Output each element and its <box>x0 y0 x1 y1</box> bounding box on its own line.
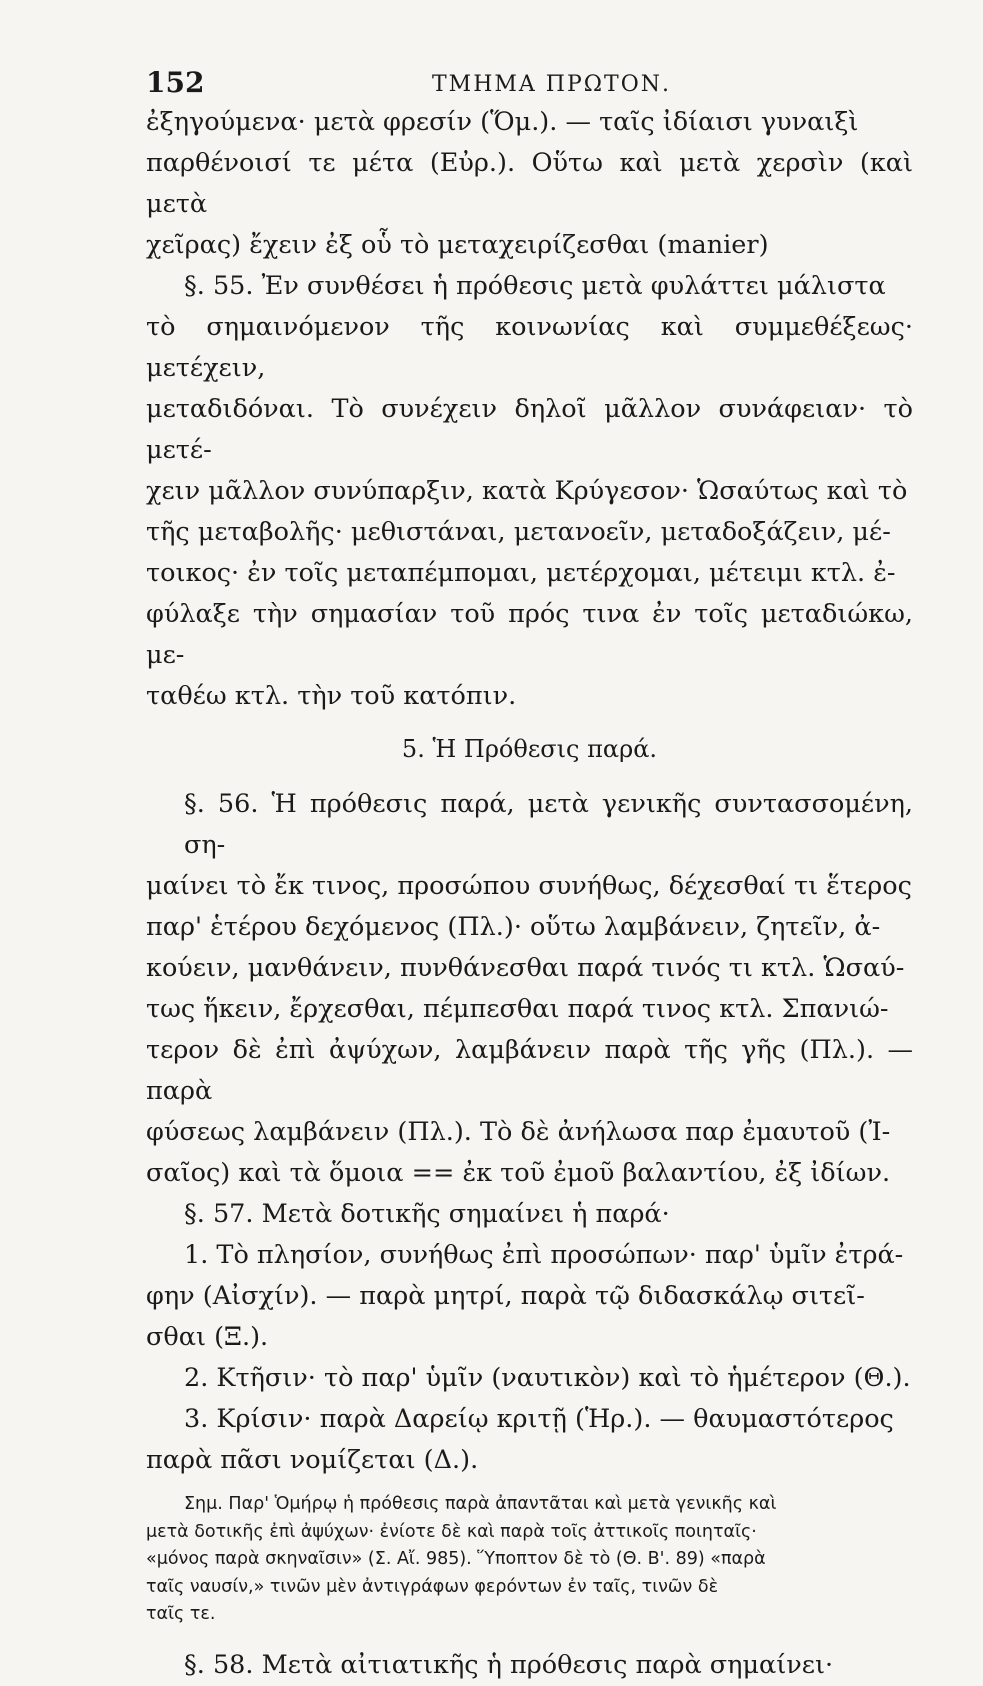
paragraph-item-1 <box>146 1235 913 1358</box>
text-line: φην (Αἰσχίν). — παρὰ μητρί, παρὰ τῷ διδασκάλῳ σιτεῖ- <box>146 1281 865 1311</box>
paragraph-section-56 <box>146 784 913 1194</box>
paragraph-section-58 <box>146 1645 913 1686</box>
text-line: κούειν, μανθάνειν, πυνθάνεσθαι παρά τινός τι κτλ. Ὡσαύ- <box>146 953 905 983</box>
text-line: τερον δὲ ἐπὶ ἀψύχων, λαμβάνειν παρὰ τῆς γῆς (Πλ.). — παρὰ <box>146 1035 913 1106</box>
text-line: ἐξηγούμενα· μετὰ φρεσίν (Ὅμ.). — ταῖς ἰδίαισι γυναιξὶ <box>146 107 859 137</box>
text-line: τὸ σημαινόμενον τῆς κοινωνίας καὶ συμμεθέξεως· μετέχειν, <box>146 312 913 383</box>
text-line: ταθέω κτλ. τὴν τοῦ κατόπιν. <box>146 681 517 711</box>
text-line: φύλαξε τὴν σημασίαν τοῦ πρός τινα ἐν τοῖς μεταδιώκω, με- <box>146 599 913 670</box>
text-line: §. 56. Ἡ πρόθεσις παρά, μετὰ γενικῆς συντασσομένη, ση- <box>184 789 913 860</box>
text-line: μεταδιδόναι. Τὸ συνέχειν δηλοῖ μᾶλλον συνάφειαν· τὸ μετέ- <box>146 394 913 465</box>
note-line: μετὰ δοτικῆς ἐπὶ ἀψύχων· ἐνίοτε δὲ καὶ παρὰ τοῖς ἀττικοῖς ποιηταῖς· <box>146 1521 757 1542</box>
text-line: 2. Κτῆσιν· τὸ παρ' ὑμῖν (ναυτικὸν) καὶ τὸ ἡμέτερον (Θ.). <box>184 1363 911 1393</box>
note-line: «μόνος παρὰ σκηναῖσιν» (Σ. Αἴ. 985). Ὕποπτον δὲ τὸ (Θ. Β'. 89) «παρὰ <box>146 1549 766 1569</box>
paragraph-intro <box>146 102 913 266</box>
text-line: 3. Κρίσιν· παρὰ Δαρείῳ κριτῇ (Ἡρ.). — θαυμαστότερος <box>184 1404 894 1434</box>
text-line: σαῖος) καὶ τὰ ὅμοια == ἐκ τοῦ ἐμοῦ βαλαντίου, ἐξ ἰδίων. <box>146 1158 891 1188</box>
footnote <box>146 1491 913 1629</box>
note-line: ταῖς ναυσίν,» τινῶν μὲν ἀντιγράφων φερόντων ἐν ταῖς, τινῶν δὲ <box>146 1576 719 1597</box>
text-line: παρ' ἑτέρου δεχόμενος (Πλ.)· οὕτω λαμβάνειν, ζητεῖν, ἀ- <box>146 912 881 942</box>
paragraph-section-55 <box>146 266 913 717</box>
text-line: παρὰ πᾶσι νομίζεται (Δ.). <box>146 1445 479 1475</box>
text-line: 1. Τὸ πλησίον, συνήθως ἐπὶ προσώπων· παρ' ὑμῖν ἐτρά- <box>184 1240 904 1270</box>
text-line: φύσεως λαμβάνειν (Πλ.). Τὸ δὲ ἀνήλωσα παρ ἐμαυτοῦ (Ἰ- <box>146 1117 891 1147</box>
running-head: ΤΜΗΜΑ ΠΡΩΤΟΝ. <box>432 72 671 97</box>
paragraph-section-57 <box>146 1194 913 1235</box>
section-title: 5. Ἡ Πρόθεσις παρά. <box>401 735 658 763</box>
page-number: 152 <box>146 66 205 99</box>
text-line: §. 57. Μετὰ δοτικῆς σημαίνει ἡ παρά· <box>184 1199 670 1229</box>
text-line: §. 58. Μετὰ αἰτιατικῆς ἡ πρόθεσις παρὰ σημαίνει· <box>184 1649 834 1680</box>
text-line: σθαι (Ξ.). <box>146 1322 269 1352</box>
text-line: τῆς μεταβολῆς· μεθιστάναι, μετανοεῖν, μεταδοξάζειν, μέ- <box>146 517 891 547</box>
text-line: παρθένοισί τε μέτα (Εὐρ.). Οὕτω καὶ μετὰ χερσὶν (καὶ μετὰ <box>146 148 913 219</box>
text-line: χειν μᾶλλον συνύπαρξιν, κατὰ Κρύγεσον· Ὡσαύτως καὶ τὸ <box>146 476 908 506</box>
page-header <box>146 62 913 102</box>
text-line: τοικος· ἐν τοῖς μεταπέμπομαι, μετέρχομαι, μέτειμι κτλ. ἐ- <box>146 558 896 588</box>
paragraph-items-2-3 <box>146 1358 913 1481</box>
text-line: τως ἥκειν, ἔρχεσθαι, πέμπεσθαι παρά τινος κτλ. Σπανιώ- <box>146 994 889 1024</box>
text-line: §. 55. Ἐν συνθέσει ἡ πρόθεσις μετὰ φυλάττει μάλιστα <box>184 271 886 301</box>
note-line: ταῖς τε. <box>146 1604 216 1624</box>
note-line: Σημ. Παρ' Ὁμήρῳ ἡ πρόθεσις παρὰ ἀπαντᾶται καὶ μετὰ γενικῆς καὶ <box>184 1494 777 1514</box>
text-line: χεῖρας) ἔχειν ἐξ οὗ τὸ μεταχειρίζεσθαι (manier) <box>146 230 769 260</box>
text-line: μαίνει τὸ ἔκ τινος, προσώπου συνήθως, δέχεσθαί τι ἕτερος <box>146 871 912 901</box>
